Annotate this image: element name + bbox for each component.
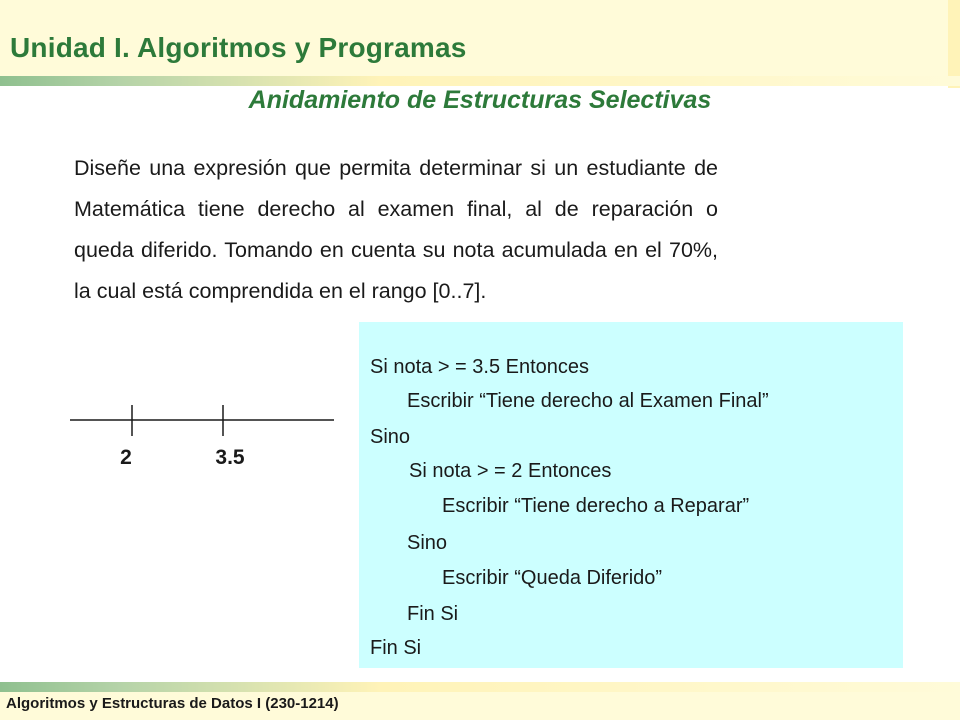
header-divider	[0, 76, 960, 86]
pseudocode-line: Sino	[407, 532, 448, 554]
number-line	[70, 400, 340, 470]
pseudocode-line: Fin Si	[407, 603, 459, 625]
unit-title: Unidad I. Algoritmos y Programas	[10, 32, 467, 63]
number-line-label-3-5: 3.5	[215, 446, 245, 469]
pseudocode-line: Si nota > = 3.5 Entonces	[370, 356, 590, 378]
footer-divider	[0, 682, 960, 692]
pseudocode-line: Escribir “Tiene derecho al Examen Final”	[407, 390, 769, 412]
pseudocode-line: Si nota > = 2 Entonces	[409, 460, 612, 482]
pseudocode-line: Fin Si	[370, 637, 422, 659]
pseudocode-line: Sino	[370, 426, 411, 448]
pseudocode-line: Escribir “Tiene derecho a Reparar”	[442, 495, 750, 517]
problem-statement: Diseñe una expresión que permita determinar si un estudiante de Matemática tiene derecho al examen final, al de reparación o queda diferido. Tomando en cuenta su nota acumulada en el 70%, la cual está comprendida en el rango [0..7].	[74, 156, 718, 303]
header-edge	[948, 0, 960, 88]
pseudocode-line: Escribir “Queda Diferido”	[442, 567, 663, 589]
slide-subtitle: Anidamiento de Estructuras Selectivas	[248, 86, 712, 114]
pseudocode-box	[359, 322, 903, 668]
number-line-label-2: 2	[120, 446, 132, 469]
footer-course-label: Algoritmos y Estructuras de Datos I (230-1214)	[6, 695, 339, 712]
